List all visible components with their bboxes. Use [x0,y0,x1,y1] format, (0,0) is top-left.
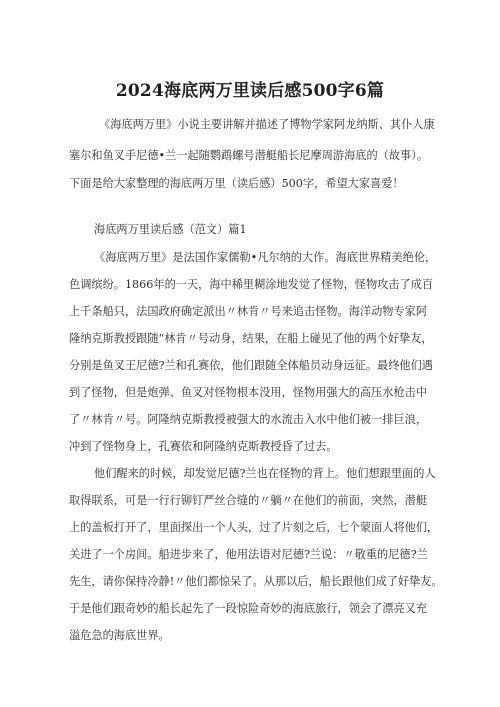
paragraph-line: 到了怪物，但是炮弹、鱼叉对怪物根本没用，怪物用强大的高压水枪击中 [69,386,428,399]
paragraph-line: 先生，请你保持冷静!〃他们都惊呆了。从那以后，船长跟他们成了好挚友。 [69,575,443,588]
paragraph-line: 分别是鱼叉王尼德?兰和孔赛依，他们跟随全体船员动身远征。最终他们遇 [69,359,433,372]
paragraph-line: 上千条船只，法国政府确定派出〃林肯〃号来追击怪物。海洋动物专家阿 [69,305,428,318]
intro-line: 《海底两万里》小说主要讲解并描述了博物学家阿龙纳斯、其仆人康 [99,118,435,131]
paragraph-line: 关进了一个房间。船进步来了，他用法语对尼德?兰说：〃敬重的尼德?兰 [69,548,428,561]
paragraph-line: 上的盖板打开了，里面探出一个人头，过了片刻之后，七个蒙面人将他们， [69,521,439,534]
paragraph-line: 《海底两万里》是法国作家儒勒•凡尔纳的大作。海底世界精美绝伦， [94,251,437,264]
paragraph-line: 溢危急的海底世界。 [69,629,170,642]
paragraph-line: 色调缤纷。1866年的一天，海中稀里糊涂地发觉了怪物，怪物攻击了成百 [69,278,434,291]
document-title: 2024海底两万里读后感500字6篇 [115,81,385,101]
intro-line: 塞尔和鱼叉手尼德•兰一起随鹦鹉螺号潜艇船长尼摩周游海底的（故事）。 [69,149,429,162]
paragraph-line: 了〃林肯〃号。阿隆纳克斯教授被强大的水流击入水中他们被一排巨浪， [69,413,428,426]
paragraph-line: 取得联系，可是一行行铆钉严丝合缝的〃躺〃在他们的前面，突然，潜艇 [69,494,428,507]
paragraph-line: 他们醒来的时候，却发觉尼德?兰也在怪物的背上。他们想跟里面的人 [94,467,436,480]
paragraph-line: 隆纳克斯教授跟随“林肯〃号动身，结果，在船上碰见了他的两个好挚友， [69,332,433,345]
paragraph-line: 于是他们跟奇妙的船长起先了一段惊险奇妙的海底旅行，领会了漂亮又充 [69,602,428,615]
section-heading: 海底两万里读后感（范文）篇1 [94,223,247,236]
paragraph-line: 冲到了怪物身上，孔赛依和阿隆纳克斯教授昏了过去。 [69,440,338,453]
intro-line: 下面是给大家整理的海底两万里（读后感）500字，希望大家喜爱！ [69,177,404,190]
